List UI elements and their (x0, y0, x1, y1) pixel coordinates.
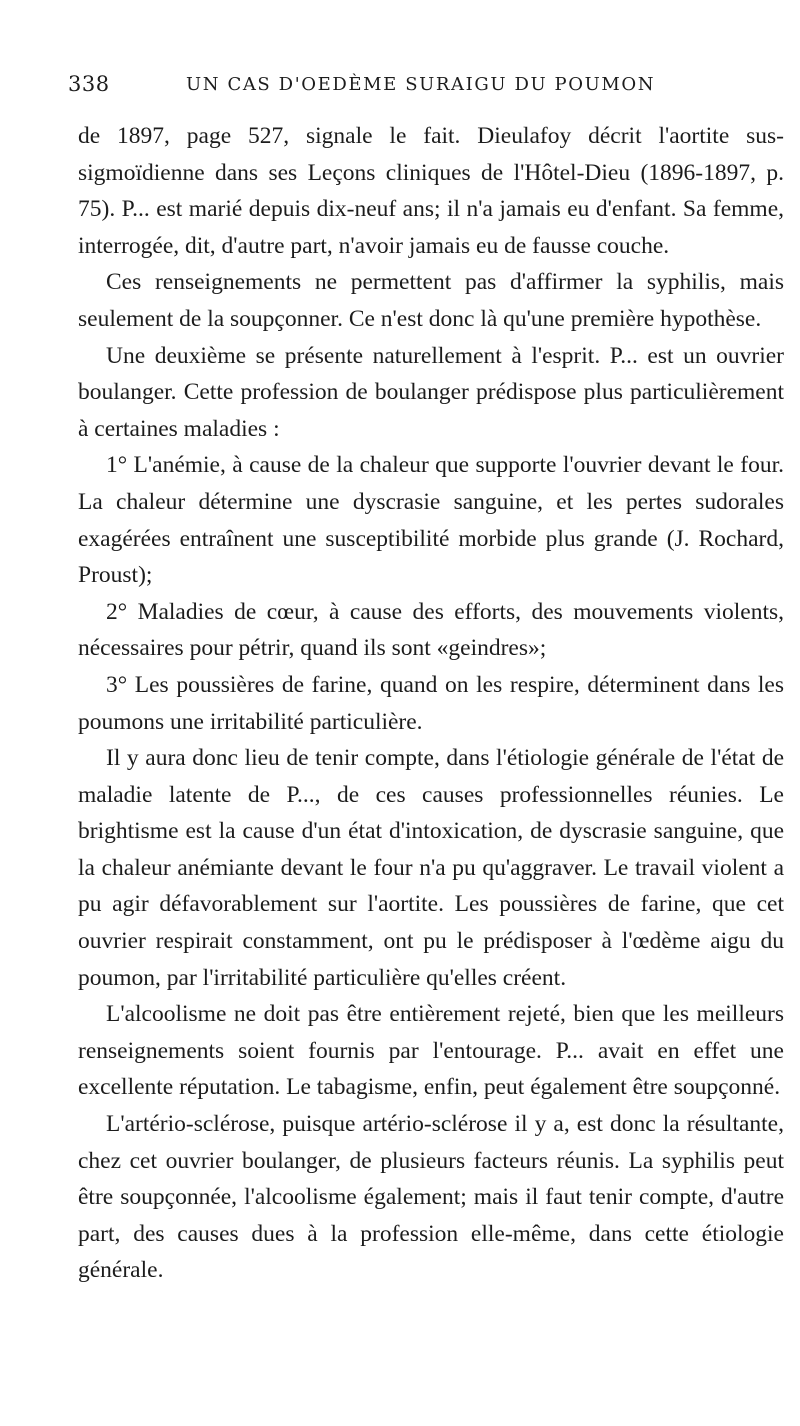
running-title: UN CAS D'OEDÈME SURAIGU DU POUMON (186, 74, 656, 95)
paragraph: L'alcoolisme ne doit pas être entièrement rejeté, bien que les meilleurs renseignements soient fournis par l'entourage. P... avait en effet une excellente réputation. Le tabagisme, enfin, peut également être soupçonné. (78, 1001, 784, 1101)
paragraph: Ces renseignements ne permettent pas d'affirmer la syphilis, mais seulement de la soupçonner. Ce n'est donc là qu'une première hypothèse. (78, 269, 784, 332)
list-item-anemia: 1° L'anémie, à cause de la chaleur que supporte l'ouvrier devant le four. La chaleur détermine une dyscrasie sanguine, et les pertes sudorales exagérées entraînent une susceptibilité morbide plus grande (J. Rochard, Proust); (78, 452, 784, 589)
body-text (78, 118, 784, 1289)
list-item-heart-disease: 2° Maladies de cœur, à cause des efforts, des mouvements violents, nécessaires pour pétrir, quand ils sont «geindres»; (78, 598, 784, 662)
list-item-flour-dust: 3° Les poussières de farine, quand on les respire, déterminent dans les poumons une irritabilité particulière. (78, 671, 784, 735)
page-header (68, 72, 758, 102)
paragraph: Il y aura donc lieu de tenir compte, dans l'étiologie générale de l'état de maladie latente de P..., de ces causes professionnelles réunies. Le brightisme est la cause d'un état d'intoxication, de dyscrasie sanguine, que la chaleur anémiante devant le four n'a pu qu'aggraver. Le travail violent a pu agir défavorablement sur l'aortite. Les poussières de farine, que cet ouvrier respirait constamment, ont pu le prédisposer à l'œdème aigu du poumon, par l'irritabilité particulière qu'elles créent. (78, 745, 784, 991)
page-number: 338 (68, 72, 110, 96)
paragraph: L'artério-sclérose, puisque artério-sclérose il y a, est donc la résultante, chez cet ouvrier boulanger, de plusieurs facteurs réunis. La syphilis peut être soupçonnée, l'alcoolisme également; mais il faut tenir compte, d'autre part, des causes dues à la profession elle-même, dans cette étiologie générale. (78, 1111, 784, 1284)
paragraph: Une deuxième se présente naturellement à l'esprit. P... est un ouvrier boulanger. Cette profession de boulanger prédispose plus particulièrement à certaines maladies : (78, 342, 784, 442)
paragraph-continued: de 1897, page 527, signale le fait. Dieulafoy décrit l'aortite sus-sigmoïdienne dans ses Leçons cliniques de l'Hôtel-Dieu (1896-1897, p. 75). P... est marié depuis dix-neuf ans; il n'a jamais eu d'enfant. Sa femme, interrogée, dit, d'autre part, n'avoir jamais eu de fausse couche. (78, 123, 784, 259)
